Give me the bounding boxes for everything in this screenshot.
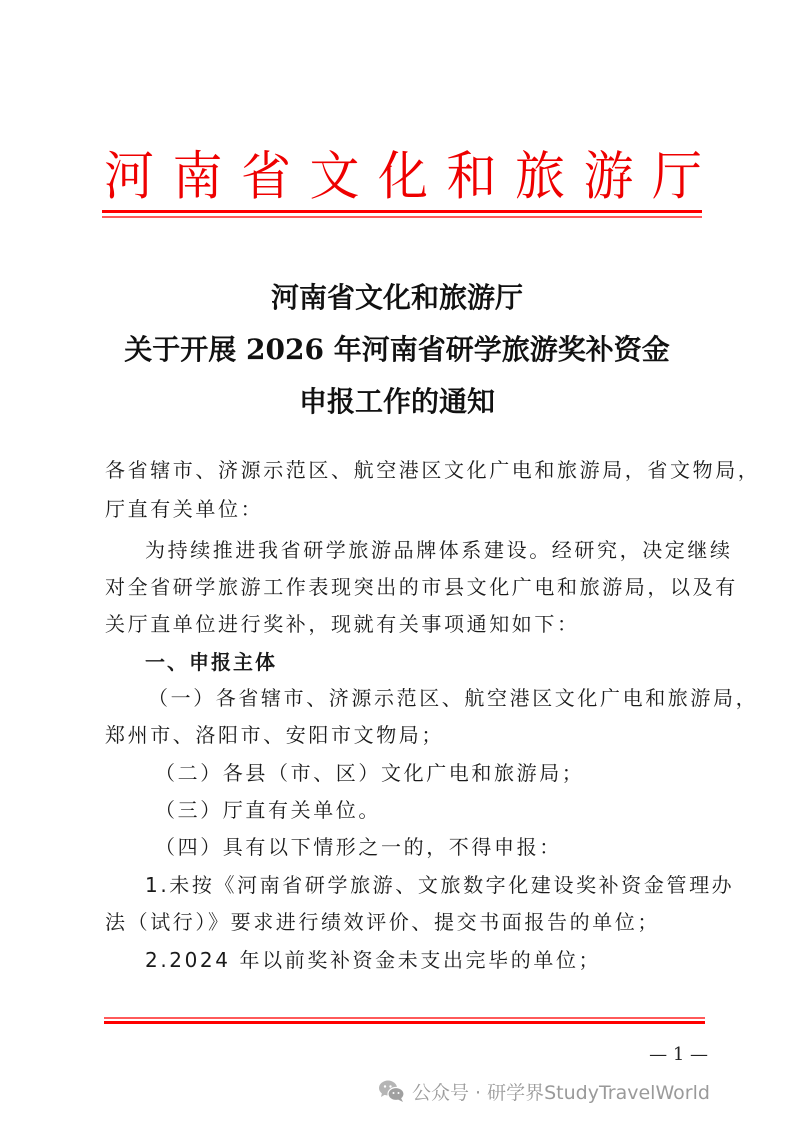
document-title-line-3: 申报工作的通知 (298, 385, 495, 418)
item-3: （三）厅直有关单位。 (155, 798, 381, 822)
intro-paragraph-line-1: 为持续推进我省研学旅游品牌体系建设。经研究，决定继续 (145, 538, 733, 562)
item-1-line-1: （一）各省辖市、济源示范区、航空港区文化广电和旅游局， (148, 686, 759, 710)
document-title-line-1: 河南省文化和旅游厅 (270, 281, 523, 314)
watermark (378, 1076, 710, 1106)
letterhead-char: 厅 (652, 145, 702, 207)
footer-rule-thick (104, 1021, 705, 1024)
letterhead-title (104, 146, 702, 206)
addressee-line-1: 各省辖市、济源示范区、航空港区文化广电和旅游局，省文物局， (105, 458, 761, 482)
intro-paragraph-line-3: 关厅直单位进行奖补，现就有关事项通知如下： (105, 612, 580, 636)
document-title-line-2: 关于开展 2026 年河南省研学旅游奖补资金 (124, 333, 670, 366)
section-heading-applicants: 一、申报主体 (145, 650, 277, 674)
item-2: （二）各县（市、区）文化广电和旅游局； (155, 761, 585, 785)
letterhead-char: 和 (446, 145, 497, 207)
sub-item-1-line-2: 法（试行）》要求进行绩效评价、提交书面报告的单位； (105, 910, 660, 934)
letterhead-char: 游 (583, 145, 634, 207)
footer-rule-thin (104, 1017, 705, 1019)
letterhead-rule-thick (102, 210, 702, 213)
letterhead-rule-thin (102, 216, 702, 218)
letterhead-char: 省 (241, 145, 291, 207)
sub-item-2: 2.2024 年以前奖补资金未支出完毕的单位； (145, 948, 602, 972)
wechat-icon (378, 1079, 406, 1103)
page-number: — 1 — (649, 1044, 708, 1065)
watermark-text: 公众号 · 研学界StudyTravelWorld (412, 1081, 710, 1104)
sub-item-1-line-1: 1.未按《河南省研学旅游、文旅数字化建设奖补资金管理办 (145, 873, 735, 897)
item-1-line-2: 郑州市、洛阳市、安阳市文物局； (105, 723, 444, 747)
letterhead-char: 化 (378, 145, 428, 207)
letterhead-char: 南 (172, 145, 223, 207)
addressee-line-2: 厅直有关单位： (105, 497, 264, 521)
item-4: （四）具有以下情形之一的，不得申报： (155, 835, 562, 859)
letterhead-char: 河 (104, 145, 154, 207)
letterhead-char: 文 (309, 145, 360, 207)
letterhead-char: 旅 (515, 145, 565, 207)
intro-paragraph-line-2: 对全省研学旅游工作表现突出的市县文化广电和旅游局，以及有 (105, 575, 738, 599)
